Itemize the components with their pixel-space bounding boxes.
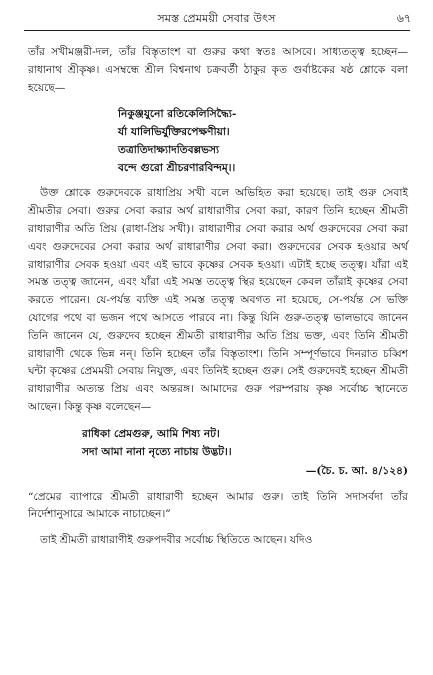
chaitanya-verse [82, 425, 408, 461]
verse-line: নিকুঞ্জযুনো রতিকেলিসিদ্ধ্যৈ- [118, 108, 237, 121]
paragraph-main: উক্ত শ্লোকে গুরুদেবকে রাধাপ্রিয় সখী বলে অভিহিত করা হয়েছে। তাই গুরু সেবাই শ্রীমতীর সেবা। গুরুর সেবা করার অর্থ রাধারাণীর সেবা করা, কারণ তিনি হচ্ছেন শ্রীমতী রাধারাণীর অতি প্রিয় (রাধা-প্রিয় সখী)। রাধারাণীর সেবা করার অর্থ গুরুদেবের সেবা করা এবং গুরুদেবের সেবা করার অর্থ রাধারাণীর সেবা করা। গুরুদেবের সেবক হওয়ার অর্থ রাধারাণীর সেবক হওয়া এবং এই ভাবে কৃষ্ণের সেবক হওয়া। এটাই হচ্ছে তত্ত্ব। যাঁরা এই সমস্ত তত্ত্ব জানেন, এবং যাঁরা এই সমস্ত তত্ত্বে স্থির হয়েছেন কেবল তাঁরাই কৃষ্ণের সেবা করতে পারেন। যে-পর্যন্ত ব্যক্তি এই সমস্ত তত্ত্ব অবগত না হয়েছে, সে-পর্যন্ত সে ভক্তি যোগের পথে বা ভজন পথে আসতে পারবে না। কিন্তু যিনি গুরু-তত্ত্ব ভালভাবে জানেন তিনি জানেন যে, গুরুদেব হচ্ছেন শ্রীমতী রাধারাণীর অতি প্রিয় ভক্ত, এবং তিনি শ্রীমতী রাধারাণী থেকে ভিন্ন নন্। তিনি হচ্ছেন তাঁর বিস্তৃতাংশ। তিনি সম্পূর্ণভাবে দিনরাত চব্বিশ ঘন্টা কৃষ্ণের প্রেমময়ী সেবায় নিযুক্ত, এবং তিনিই হচ্ছেন গুরু। সেই গুরুদেবই হচ্ছেন শ্রীমতী রাধারাণীর অত্যন্ত প্রিয় এবং অন্তরঙ্গ। আমাদের গুরু পরম্পরায় কৃষ্ণ সর্বোচ্চ স্থানেতে আছেন। কিন্তু কৃষ্ণ বলেছেন— [28, 187, 408, 413]
header-divider [24, 30, 410, 31]
verse-line: তত্রাতিদাক্ষ্যাদতিবল্লভস্য [118, 144, 220, 157]
translation-quote: “প্রেমের ব্যাপারে শ্রীমতী রাধারাণী হচ্ছেন আমার গুরু। তাই তিনি সদাসর্বদা তাঁর নির্দেশানুসারে আমাকে নাচাচ্ছেন।” [28, 490, 408, 521]
verse-line: রাধিকা প্রেমগুরু, আমি শিষ্য নট। [82, 427, 220, 440]
paragraph-last-line: তাই শ্রীমতী রাধারাণীই গুরুপদবীর সর্বোচ্চ স্থিতিতে আছেন। যদিও [40, 534, 313, 547]
paragraph-intro: তাঁর সখীমঞ্জরী-দল, তাঁর বিস্তৃতাংশ বা গুরুর কথা স্বতঃ আসবে। সাধ্যতত্ত্ব হচ্ছেন—রাধানাথ শ্রীকৃষ্ণ। এসম্বন্ধে শ্রীল বিশ্বনাথ চক্রবর্তী ঠাকুর কৃত গুর্বাষ্টকের ষষ্ঠ শ্লোকে বলা হয়েছে— [28, 46, 408, 94]
running-header-title: সমস্ত প্রেমময়ী সেবার উৎস [157, 12, 276, 25]
sanskrit-verse [118, 105, 408, 177]
verse-line: বন্দে গুরো শ্রীচরণারবিন্দম্।। [118, 162, 236, 175]
page-body [28, 44, 408, 550]
verse-line: সদা আমা নানা নৃত্যে নাচায় উদ্ভট।। [82, 445, 232, 458]
verse-citation: —(চৈ. চ. আ. ৪/১২৪) [305, 464, 408, 477]
verse-line: র্যা যালিভির্যুক্তিরপেক্ষণীয়া। [118, 126, 230, 139]
page-number: ৬৭ [396, 12, 411, 25]
